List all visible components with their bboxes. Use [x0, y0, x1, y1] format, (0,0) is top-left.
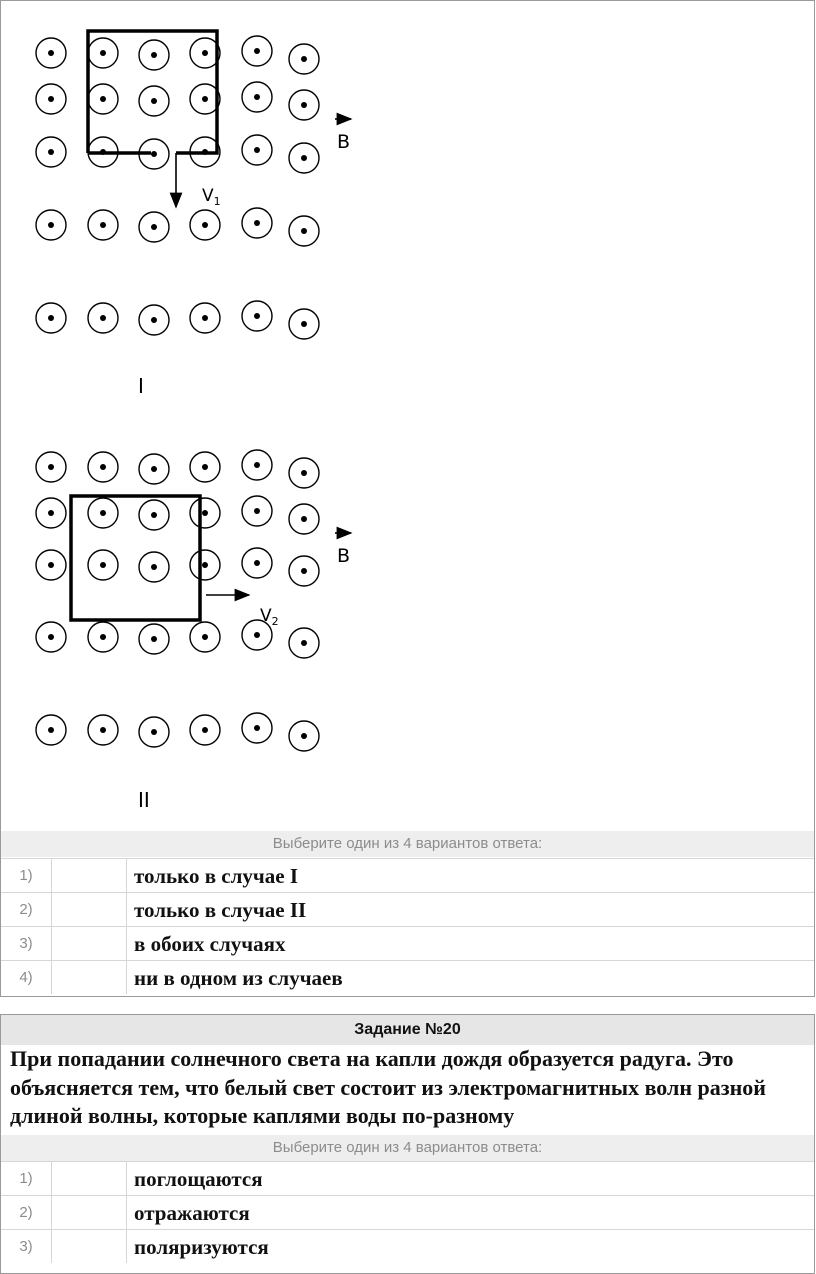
field-symbol-dot	[301, 321, 307, 327]
field-symbol-dot	[301, 56, 307, 62]
option-number: 1)	[1, 1162, 52, 1195]
option-text: только в случае I	[134, 864, 299, 888]
option-select-cell[interactable]	[51, 1196, 127, 1229]
answer-prompt: Выберите один из 4 вариантов ответа:	[1, 831, 814, 857]
answer-option[interactable]	[1, 892, 814, 926]
option-text: ни в одном из случаев	[134, 966, 343, 990]
option-number: 1)	[1, 859, 52, 892]
conductor-frame-case-1	[88, 31, 217, 153]
question-20-card	[0, 1014, 815, 1274]
question-text: При попадании солнечного света на капли дождя образуется радуга. Это объясняется тем, что белый свет состоит из электромагнитных волн разной длиной волны, которые каплями воды по-разному	[10, 1046, 766, 1128]
field-symbol-dot	[151, 151, 157, 157]
field-symbol-dot	[100, 510, 106, 516]
field-symbol-dot	[254, 560, 260, 566]
case-label-1: I	[138, 374, 144, 398]
answer-prompt: Выберите один из 4 вариантов ответа:	[1, 1135, 814, 1161]
field-symbol-dot	[151, 317, 157, 323]
answer-option[interactable]	[1, 1161, 814, 1195]
answer-option[interactable]	[1, 1195, 814, 1229]
field-symbol-dot	[151, 224, 157, 230]
option-select-cell[interactable]	[51, 859, 127, 892]
field-symbol-dot	[301, 516, 307, 522]
field-symbol-dot	[48, 634, 54, 640]
field-symbol-dot	[151, 512, 157, 518]
option-select-cell[interactable]	[51, 1230, 127, 1263]
field-label-case-1: B	[337, 131, 351, 153]
field-symbol-dot	[48, 315, 54, 321]
field-symbol-dot	[202, 510, 208, 516]
option-text: только в случае II	[134, 898, 307, 922]
answer-option[interactable]	[1, 926, 814, 960]
field-symbol-dot	[100, 464, 106, 470]
field-symbol-dot	[254, 48, 260, 54]
answer-option[interactable]	[1, 1229, 814, 1263]
field-symbol-dot	[48, 50, 54, 56]
field-symbol-dot	[254, 632, 260, 638]
option-select-cell[interactable]	[51, 893, 127, 926]
field-symbol-dot	[254, 94, 260, 100]
field-symbol-dot	[151, 466, 157, 472]
field-label-case-2: B	[337, 545, 351, 567]
field-symbol-dot	[301, 733, 307, 739]
field-symbol-dot	[151, 52, 157, 58]
field-symbol-dot	[254, 508, 260, 514]
option-text: отражаются	[134, 1201, 250, 1225]
field-symbol-dot	[254, 220, 260, 226]
field-symbol-dot	[100, 562, 106, 568]
field-symbol-dot	[48, 727, 54, 733]
option-number: 2)	[1, 1196, 52, 1229]
option-text: поляризуются	[134, 1235, 269, 1259]
field-symbol-dot	[100, 50, 106, 56]
field-symbol-dot	[301, 228, 307, 234]
field-symbol-dot	[48, 464, 54, 470]
field-symbol-dot	[254, 725, 260, 731]
field-symbol-dot	[202, 96, 208, 102]
option-number: 2)	[1, 893, 52, 926]
field-symbol-dot	[151, 564, 157, 570]
field-symbol-dot	[100, 96, 106, 102]
field-symbol-dot	[202, 562, 208, 568]
option-text: в обоих случаях	[134, 932, 286, 956]
option-select-cell[interactable]	[51, 1162, 127, 1195]
field-symbol-dot	[301, 470, 307, 476]
field-symbol-dot	[254, 462, 260, 468]
field-symbol-dot	[100, 634, 106, 640]
field-symbol-dot	[301, 102, 307, 108]
field-symbol-dot	[48, 149, 54, 155]
field-symbol-dot	[202, 50, 208, 56]
case-label-2: II	[138, 788, 150, 812]
field-symbol-dot	[254, 313, 260, 319]
velocity-label-v2: $V_2$	[260, 606, 279, 628]
magnetic-field-figure	[1, 1, 814, 831]
field-symbol-dot	[100, 222, 106, 228]
field-symbol-dot	[202, 222, 208, 228]
field-symbol-dot	[202, 634, 208, 640]
field-symbols-case-1	[36, 36, 319, 339]
field-symbol-dot	[151, 729, 157, 735]
answer-option[interactable]	[1, 960, 814, 994]
field-symbol-dot	[202, 315, 208, 321]
option-text: поглощаются	[134, 1167, 263, 1191]
option-number: 3)	[1, 1230, 52, 1263]
field-symbol-dot	[48, 562, 54, 568]
field-symbol-dot	[100, 727, 106, 733]
task-title: Задание №20	[1, 1015, 814, 1045]
option-select-cell[interactable]	[51, 927, 127, 960]
field-symbol-dot	[254, 147, 260, 153]
field-symbol-dot	[151, 98, 157, 104]
option-select-cell[interactable]	[51, 961, 127, 994]
field-symbol-dot	[301, 568, 307, 574]
field-symbol-dot	[48, 222, 54, 228]
answer-option[interactable]	[1, 858, 814, 892]
field-symbol-dot	[151, 636, 157, 642]
option-number: 4)	[1, 961, 52, 994]
field-symbol-dot	[301, 640, 307, 646]
field-symbol-dot	[202, 464, 208, 470]
option-number: 3)	[1, 927, 52, 960]
field-symbol-dot	[301, 155, 307, 161]
field-symbol-dot	[48, 96, 54, 102]
field-symbol-dot	[100, 315, 106, 321]
velocity-label-v1: $V_1$	[202, 186, 221, 208]
field-symbol-dot	[202, 727, 208, 733]
field-symbol-dot	[48, 510, 54, 516]
